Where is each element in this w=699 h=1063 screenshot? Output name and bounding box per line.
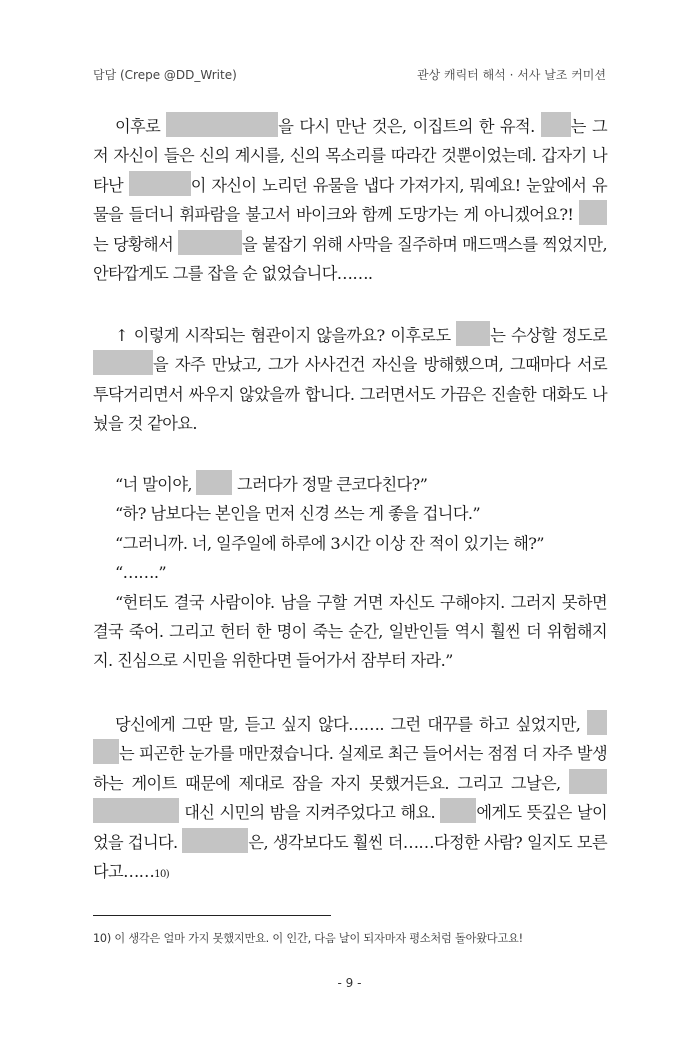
header-author: 담담 (Crepe @DD_Write) (93, 68, 237, 82)
dialogue-line: “헌터도 결국 사람이야. 남을 구할 거면 자신도 구해야지. 그러지 못하면 결국 죽어. 그리고 헌터 한 명이 죽는 순간, 일반인들 역시 훨씬 더 위험해지지. 진심으로 시민을 위한다면 들어가서 잠부터 자라.” (93, 592, 607, 671)
redaction-block (93, 350, 153, 375)
text-run: 는 수상할 정도로 (490, 326, 607, 345)
redaction-block (182, 828, 248, 853)
text-run: 는 당황해서 (93, 234, 179, 254)
text-run: 을 다시 만난 것은, 이집트의 한 유적. (278, 117, 541, 136)
text-run: 는 피곤한 눈가를 매만졌습니다. 실제로 최근 들어서는 점점 더 자주 발생하는 게이트 때문에 제대로 잠을 자지 못했거든요. 그리고 그날은, (93, 744, 607, 793)
text-run: 대신 시민의 밤을 지켜주었다고 해요. (179, 803, 441, 823)
text-run: ↑ 이렇게 시작되는 혐관이지 않을까요? 이후로도 (115, 326, 457, 345)
redaction-block (569, 769, 607, 794)
footnote-reference[interactable]: 10) (154, 869, 170, 881)
text-run: 을 붙잡기 위해 사막을 질주하며 매드맥스를 찍었지만, 안타깝게도 그를 잡을 순 없었습니다……. (93, 234, 607, 284)
redaction-block (440, 798, 476, 823)
paragraph-3 (93, 710, 607, 889)
running-header (93, 66, 606, 83)
redaction-block (93, 798, 179, 823)
text-run: 은, 생각보다도 훨씬 더……다정한 사람? 일지도 모른다고…… (93, 832, 607, 882)
text-run: 는 그저 자신이 들은 신의 계시를, 신의 목소리를 따라간 것뿐이었는데. 갑자기 나타난 (93, 117, 607, 195)
page-number: - 9 - (337, 976, 362, 990)
dialogue-line: “하? 남보다는 본인을 먼저 신경 쓰는 게 좋을 겁니다.” (115, 504, 481, 524)
text-run: “너 말이야, (115, 475, 197, 494)
redaction-block (579, 200, 607, 225)
redaction-block (456, 321, 490, 346)
text-run: 당신에게 그딴 말, 듣고 싶지 않다……. 그런 대꾸를 하고 싶었지만, (115, 715, 587, 734)
text-run: 그러다가 정말 큰코다친다?” (232, 475, 428, 494)
redaction-block (129, 171, 191, 196)
redaction-block (166, 112, 278, 137)
footnote-divider (93, 915, 331, 916)
redaction-block (541, 112, 571, 137)
redaction-block (178, 230, 242, 255)
paragraph-1 (93, 112, 607, 288)
redaction-block (93, 739, 119, 764)
paragraph-2 (93, 321, 607, 439)
header-title: 관상 캐릭터 해석 · 서사 날조 커미션 (417, 68, 606, 82)
redaction-block (196, 470, 232, 495)
dialogue-line: “그러니까. 너, 일주일에 하루에 3시간 이상 잔 적이 있기는 해?” (115, 533, 544, 553)
text-run: 을 자주 만났고, 그가 사사건건 자신을 방해했으며, 그때마다 서로 투닥거리면서 싸우지 않았을까 합니다. 그러면서도 가끔은 진솔한 대화도 나눴을 것 같아요. (93, 355, 607, 434)
text-run: 이후로 (115, 117, 167, 136)
dialogue-line: “…….” (115, 563, 167, 583)
text-run: 이 자신이 노리던 유물을 냅다 가져가지, 뭐예요! 눈앞에서 유물을 들더니 휘파람을 불고서 바이크와 함께 도망가는 게 아니겠어요?! (93, 175, 607, 225)
footnote-text: 10) 이 생각은 얼마 가지 못했지만요. 이 인간, 다음 날이 되자마자 평소처럼 돌아왔다고요! (93, 932, 523, 945)
dialogue-line (93, 470, 607, 499)
dialogue-block (93, 470, 607, 676)
text-run: 에게도 뜻깊은 날이었을 겁니다. (93, 803, 608, 852)
redaction-block (587, 710, 607, 735)
